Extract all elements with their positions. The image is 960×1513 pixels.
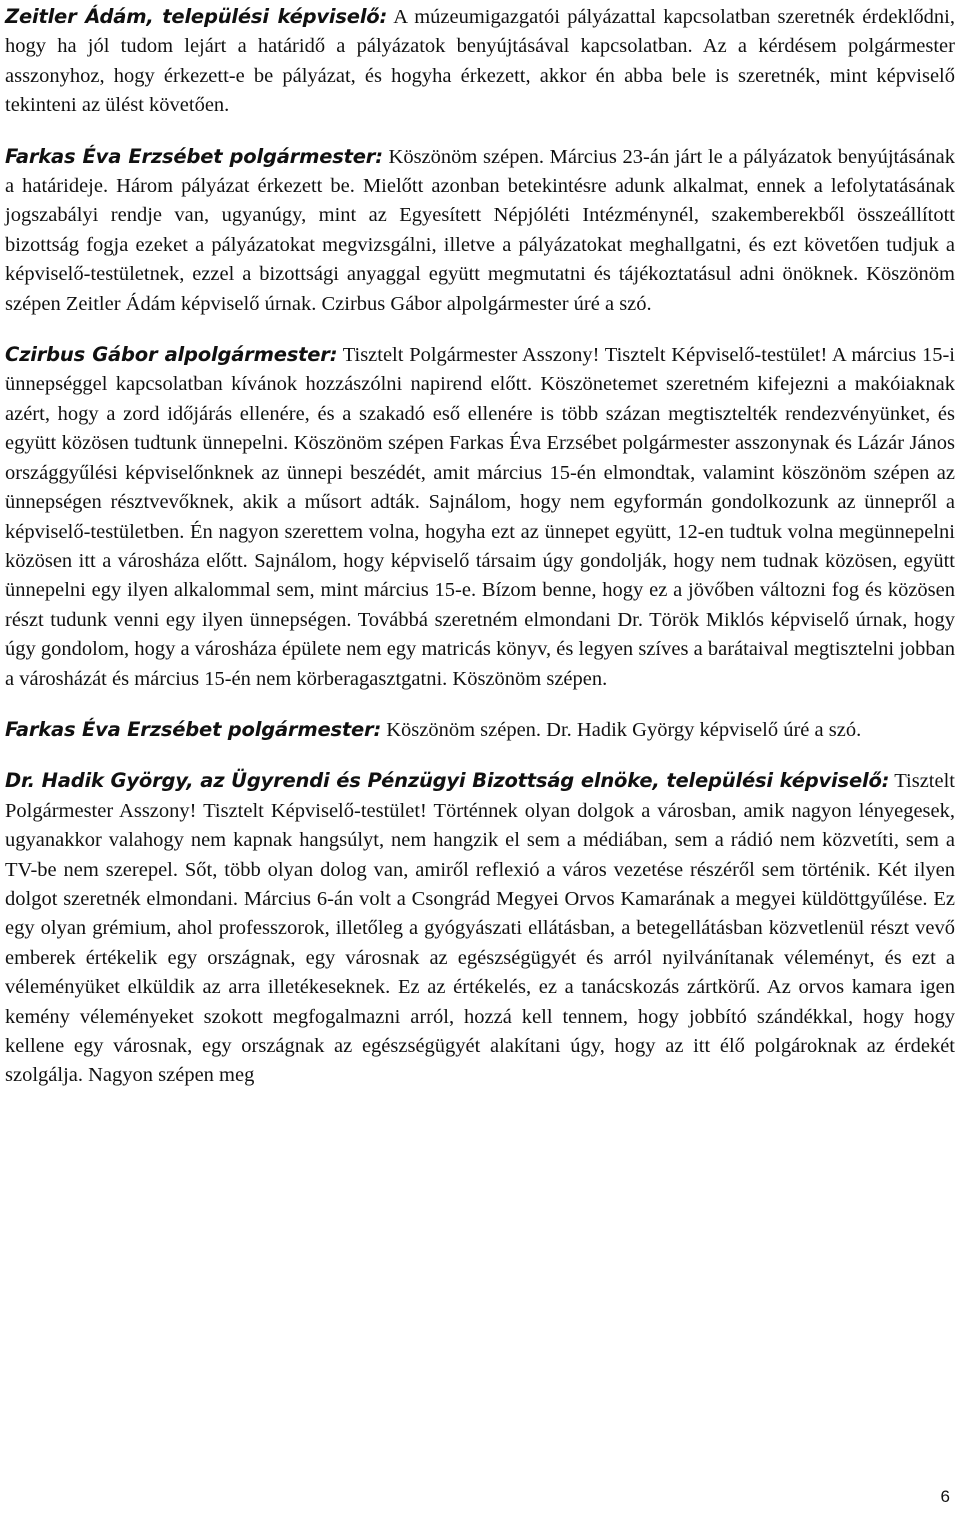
speech-text: A múzeumigazgatói pályázattal kapcsolatban szeretnék érdeklődni, hogy ha jól tudom lejárt a határidő a pályázatok benyújtásával kapcsolatban. Az a kérdésem polgármester asszonyhoz, hogy érkezett-e be pályázat, és hogyha érkezett, akkor én abba bele is szeretnék, mint képviselő tekinteni az ülést követően. [5,6,955,117]
page-number: 6 [940,1487,950,1506]
paragraph-farkas-2 [5,715,955,745]
paragraph-farkas-1 [5,142,955,319]
speech-text: Köszönöm szépen. Március 23-án járt le a pályázatok benyújtásának a határideje. Három pályázat érkezett be. Mielőtt azonban betekintésre adunk alkalmat, ennek a lefolytatásának jogszabályi rendje van, ugyanúgy, mint az Egyesített Népjóléti Intézménynél, szakemberekből összeállított bizottság fogja ezeket a pályázatokat megvizsgálni, illetve a pályázatokat meghallgatni, és ezt követően tudjuk a képviselő-testületnek, ezzel a bizottsági anyaggal együtt megmutatni és tájékoztatásul adni önöknek. Köszönöm szépen Zeitler Ádám képviselő úrnak. Czirbus Gábor alpolgármester úré a szó. [5,145,956,315]
speech-text: Tisztelt Polgármester Asszony! Tisztelt Képviselő-testület! A március 15-i ünnepséggel kapcsolatban kívánok hozzászólni napirend előtt. Köszönetemet szeretném kifejezni a makóiaknak azért, hogy a zord időjárás ellenére, és a szakadó eső ellenére is több százan megtisztelték rendezvényünket, és együtt közösen tudtunk ünnepelni. Köszönöm szépen Farkas Éva Erzsébet polgármester asszonynak és Lázár János országgyűlési képviselőnknek az ünnepi beszédét, amit március 15-én elmondtak, valamint köszönöm szépen az ünnepségen résztvevőknek, akik a műsort adták. Sajnálom, hogy nem egyformán gondolkozunk az ünnepről a képviselő-testületben. Én nagyon szerettem volna, hogyha ezt az ünnepet együtt, 12-en tudtuk volna megünnepelni közösen itt a városháza előtt. Sajnálom, hogy képviselő társaim úgy gondolják, hogy nem tudnak közösen, együtt ünnepelni egy ilyen alkalommal sem, mint március 15-e. Bízom benne, hogy ez a jövőben változni fog és közösen részt tudunk venni egy ilyen ünnepségen. Továbbá szeretném elmondani Dr. Török Miklós képviselő úrnak, hogy úgy gondolom, hogy a városháza épülete nem egy matricás könyv, és legyen szíves a barátaival megtisztelni jobban a városházát és március 15-én nem körberagasztgatni. Köszönöm szépen. [5,344,955,690]
speech-text: Tisztelt Polgármester Asszony! Tisztelt Képviselő-testület! Történnek olyan dolgok a városban, amik nagyon lényegesek, ugyanakkor valahogy nem kapnak hangsúlyt, nem hangzik el sem a médiában, sem a rádió nem közvetíti, sem a TV-be nem szerepel. Sőt, több olyan dolog van, amiről reflexió a város vezetése részéről sem történik. Két ilyen dolgot szeretnék elmondani. Március 6-án volt a Csongrád Megyei Orvos Kamarának a megyei küldöttgyűlése. Ez egy olyan grémium, ahol professzorok, illetőleg a gyógyászati ellátásban, a betegellátásban közvetlenül részt vevő emberek értékelik egy országnak, egy városnak az egészségügyét és arról nyilvánítanak véleményt, és ezt a véleményüket elküldik az arra illetékeseknek. Ez az értékelés, ez a tanácskozás zártkörű. Az orvos kamara igen kemény véleményeket szokott megfogalmazni arról, hozzá kell tennem, hogy jobbító szándékkal, hogy hogy kellene egy városnak, egy országnak az egészségügyét alakítani úgy, hogy az itt élő polgároknak az érdekét szolgálja. Nagyon szépen meg [5,770,955,1087]
speaker-name: Czirbus Gábor alpolgármester: [5,343,338,367]
speaker-name: Farkas Éva Erzsébet polgármester: [5,717,382,741]
speech-text: Köszönöm szépen. Dr. Hadik György képviselő úré a szó. [381,718,862,741]
paragraph-zeitler [5,2,955,121]
speaker-name: Farkas Éva Erzsébet polgármester: [5,144,383,168]
speaker-name: Dr. Hadik György, az Ügyrendi és Pénzügyi Bizottság elnöke, települési képviselő: [5,769,890,793]
document-page [5,2,955,1112]
speaker-name: Zeitler Ádám, települési képviselő: [5,5,388,28]
paragraph-czirbus [5,340,955,694]
paragraph-hadik [5,766,955,1090]
